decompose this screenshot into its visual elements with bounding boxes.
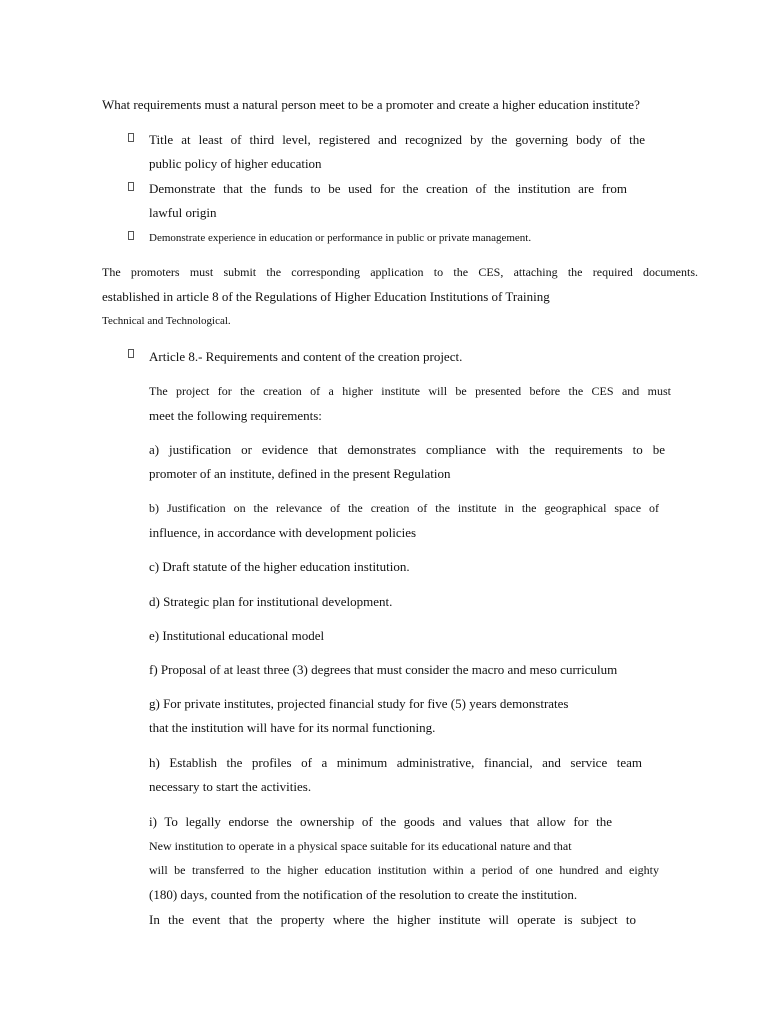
bullet-3-line-1: Demonstrate experience in education or performance in public or private management. — [149, 232, 532, 244]
item-i-line-5: In the event that the property where the higher institute will operate is subject to — [149, 913, 636, 927]
item-a-line-2: promoter of an institute, defined in the present Regulation — [149, 466, 451, 481]
bullet-box-icon — [128, 231, 134, 240]
item-h-line-2: necessary to start the activities. — [149, 779, 312, 794]
promoters-line-1: The promoters must submit the corresponding application to the CES, attaching the required documents. — [102, 266, 698, 279]
item-c: c) Draft statute of the higher education institution. — [149, 559, 410, 574]
item-i-line-4: (180) days, counted from the notification of the resolution to create the institution. — [149, 887, 578, 902]
item-d: d) Strategic plan for institutional development. — [149, 594, 393, 609]
item-e: e) Institutional educational model — [149, 628, 325, 643]
article-intro-line-1: The project for the creation of a higher institute will be presented before the CES and must — [149, 385, 671, 398]
item-a-line-1: a) justification or evidence that demonstrates compliance with the requirements to be — [149, 443, 665, 457]
item-i-line-1: i) To legally endorse the ownership of the goods and values that allow for the — [149, 815, 612, 829]
item-b-line-2: influence, in accordance with development policies — [149, 525, 417, 540]
promoters-line-3: Technical and Technological. — [102, 315, 231, 327]
question-text: What requirements must a natural person meet to be a promoter and create a higher education institute? — [102, 97, 640, 112]
bullet-2-line-2: lawful origin — [149, 205, 217, 220]
article-heading: Article 8.- Requirements and content of the creation project. — [149, 349, 463, 364]
item-f: f) Proposal of at least three (3) degrees that must consider the macro and meso curriculum — [149, 662, 618, 677]
item-h-line-1: h) Establish the profiles of a minimum administrative, financial, and service team — [149, 756, 642, 770]
item-g-line-1: g) For private institutes, projected financial study for five (5) years demonstrates — [149, 696, 569, 711]
item-b-line-1: b) Justification on the relevance of the creation of the institute in the geographical space of — [149, 502, 659, 515]
bullet-box-icon — [128, 349, 134, 358]
article-intro-line-2: meet the following requirements: — [149, 408, 322, 423]
bullet-1-line-1: Title at least of third level, registered and recognized by the governing body of the — [149, 133, 645, 147]
promoters-line-2: established in article 8 of the Regulations of Higher Education Institutions of Training — [102, 289, 550, 304]
bullet-2-line-1: Demonstrate that the funds to be used for the creation of the institution are from — [149, 182, 627, 196]
item-i-line-3: will be transferred to the higher education institution within a period of one hundred and eighty — [149, 864, 659, 877]
item-g-line-2: that the institution will have for its normal functioning. — [149, 720, 436, 735]
bullet-box-icon — [128, 133, 134, 142]
bullet-1-line-2: public policy of higher education — [149, 156, 322, 171]
item-i-line-2: New institution to operate in a physical space suitable for its educational nature and that — [149, 839, 572, 853]
bullet-box-icon — [128, 182, 134, 191]
